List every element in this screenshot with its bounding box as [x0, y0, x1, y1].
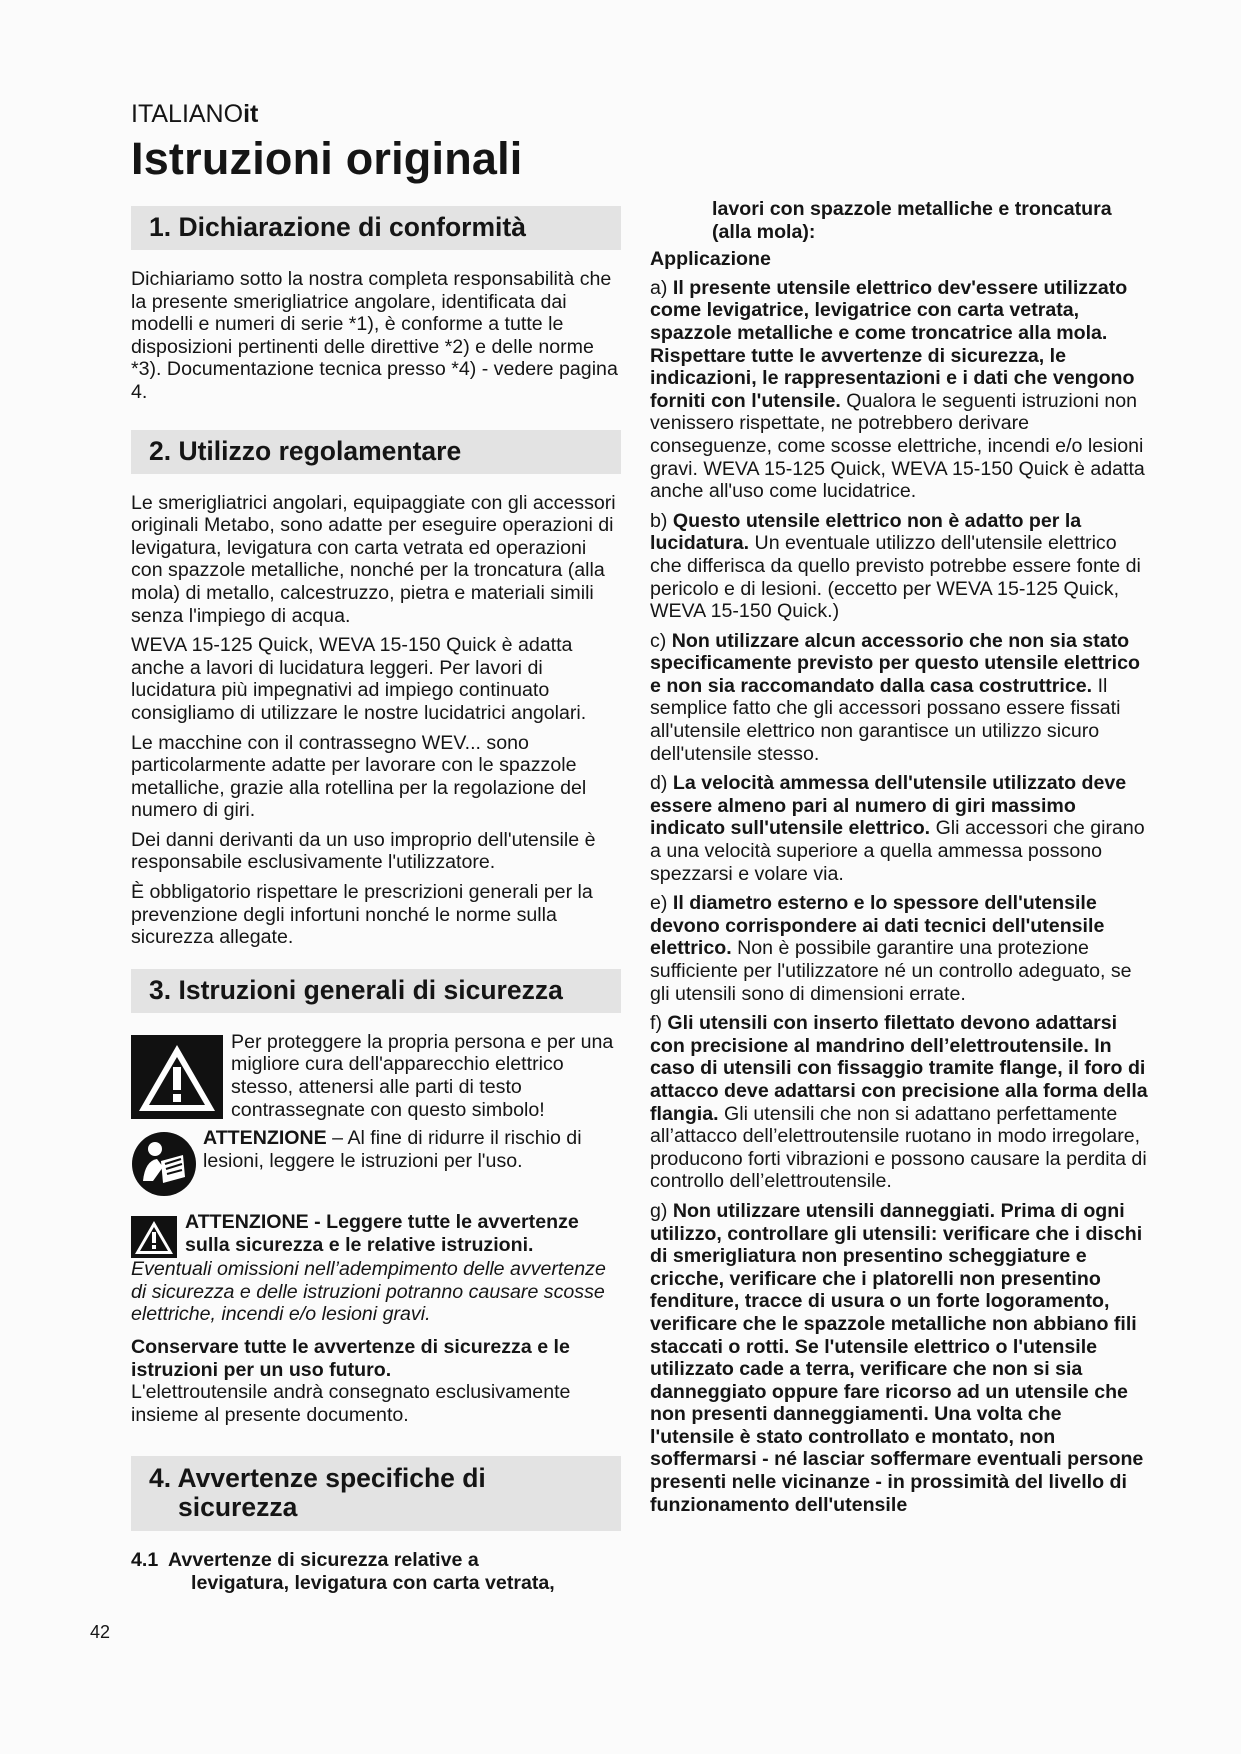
right-column [650, 198, 1148, 1523]
safety-item-text: Gli accessori che girano a una velocità superiore a quella ammessa possono spezzarsi e volare via. [650, 817, 1145, 885]
safety-item [650, 1200, 1148, 1516]
safety-item-letter: c) [650, 629, 667, 652]
safety-item [650, 630, 1148, 766]
subsection-number: 4.1 [131, 1549, 159, 1572]
section-2-paragraph-1: Le smerigliatrici angolari, equipaggiate con gli accessori originali Metabo, sono adatte per eseguire operazioni di levigatura, levigatura con carta vetrata ed operazioni con spazzole metalliche, nonché per la troncatura (alla mola) di metallo, calcestruzzo, pietra e materiali simili senza l'impiego di acqua. [131, 491, 616, 627]
page-title: Istruzioni originali [131, 133, 523, 184]
keep-instructions-text: L'elettroutensile andrà consegnato esclusivamente insieme al presente documento. [131, 1381, 571, 1426]
section-3-heading: 3. Istruzioni generali di sicurezza [131, 969, 621, 1013]
attention-warnings-bold: ATTENZIONE - Leggere tutte le avvertenze sulla sicurezza e le relative istruzioni. [185, 1211, 579, 1256]
safety-item-letter: b) [650, 509, 668, 532]
attention-text: – Al fine di ridurre il rischio di lesioni, leggere le istruzioni per l'uso. [203, 1127, 582, 1172]
safety-item-text: Qualora le seguenti istruzioni non venissero rispettate, ne potrebbero derivare conseguenze, come scosse elettriche, incendi e/o lesioni gravi. WEVA 15-125 Quick, WEVA 15-150 Quick è adatta anche all'uso come lucidatrice. [650, 389, 1145, 503]
safety-item-text: Non è possibile garantire una protezione sufficiente per l'utilizzatore né un controllo adeguato, se gli utensili sono di dimensioni errate. [650, 937, 1132, 1005]
read-manual-block [131, 1127, 621, 1197]
section-2-paragraph-3: Le macchine con il contrassegno WEV... sono particolarmente adatte per lavorare con le spazzole metalliche, grazie alla rotellina per la regolazione del numero di giri. [131, 731, 587, 822]
warning-symbol-text: Per proteggere la propria persona e per una migliore cura dell'apparecchio elettrico stesso, attenersi alle parti di testo contrassegnate con questo simbolo! [231, 1030, 614, 1121]
section-2-paragraph-2: WEVA 15-125 Quick, WEVA 15-150 Quick è adatta anche a lavori di lucidatura leggeri. Per lavori di lucidatura più impegnativi ad impiego continuato consigliamo di utilizzare le nostre lucidatrici angolari. [131, 634, 587, 724]
warning-triangle-small-icon [131, 1216, 177, 1258]
attention-warnings-block [131, 1211, 621, 1326]
safety-item [650, 277, 1148, 503]
safety-item-bold: Non utilizzare alcun accessorio che non sia stato specificamente previsto per questo utensile elettrico e non sia raccomandato dalla casa costruttrice. [650, 629, 1140, 697]
safety-item-text: Gli utensili che non si adattano perfettamente all’attacco dell’elettroutensile ruotano in modo irregolare, producono forti vibrazioni e possono causare la perdita di controllo dell’elettroutensile. [650, 1102, 1147, 1193]
safety-item [650, 772, 1148, 885]
section-4-heading-line-2: sicurezza [178, 1492, 298, 1523]
safety-item-bold: Questo utensile elettrico non è adatto per la lucidatura. [650, 509, 1082, 555]
page-number: 42 [90, 1622, 111, 1642]
applicazione-heading: Applicazione [650, 248, 771, 271]
subsection-4-1-heading [131, 1549, 621, 1594]
attention-label: ATTENZIONE [203, 1127, 327, 1150]
section-2-paragraph-5: È obbligatorio rispettare le prescrizioni generali per la prevenzione degli infortuni nonché le norme sulla sicurezza allegate. [131, 881, 593, 949]
safety-item-bold: Il presente utensile elettrico dev'essere utilizzato come levigatrice, levigatrice con carta vetrata, spazzole metalliche e come troncatrice alla mola. Rispettare tutte le avvertenze di sicurezza, le indicazioni, le rappresentazioni e i dati che vengono forniti con l'utensile. [650, 276, 1135, 412]
section-2-paragraph-4: Dei danni derivanti da un uso improprio dell'utensile è responsabile esclusivamente l'utilizzatore. [131, 828, 596, 874]
safety-items-list [650, 277, 1148, 1516]
warning-triangle-icon [131, 1035, 223, 1119]
section-2-heading: 2. Utilizzo regolamentare [131, 430, 621, 474]
section-1-paragraph: Dichiariamo sotto la nostra completa responsabilità che la presente smerigliatrice angolare, identificata dai modelli e numeri di serie *1), è conforme a tutte le disposizioni pertinenti delle direttive *2) e delle norme *3). Documentazione tecnica presso *4) - vedere pagina 4. [131, 268, 618, 403]
subsection-continuation: lavori con spazzole metalliche e troncatura (alla mola): [712, 198, 1112, 243]
safety-item-letter: f) [650, 1012, 662, 1035]
left-column [131, 206, 621, 1595]
safety-item-letter: e) [650, 892, 668, 915]
safety-item [650, 892, 1148, 1005]
language-label [131, 100, 258, 129]
section-4-heading-line-1: 4. Avvertenze specifiche di [149, 1463, 486, 1494]
safety-item-bold: Non utilizzare utensili danneggiati. Prima di ogni utilizzo, controllare gli utensili: verificare che i dischi di smerigliatura non presentino scheggiature e cricche, verificare che i platorelli non presentino fenditure, tracce di usura o un forte logoramento, verificare che le spazzole metalliche non abbiano fili staccati o rotti. Se l'utensile elettrico o l'utensile utilizzato cade a terra, verificare che non si sia danneggiato oppure fare ricorso ad un utensile che non presenti danneggiamenti. Una volta che l'utensile è stato controllato e montato, non soffermarsi - né lasciar soffermare eventuali persone presenti nelle vicinanze - in prossimità del livello di funzionamento dell'utensile [650, 1199, 1144, 1516]
read-manual-icon [131, 1131, 197, 1197]
subsection-line-1: Avvertenze di sicurezza relative a [168, 1549, 479, 1572]
safety-item-bold: La velocità ammessa dell'utensile utilizzato deve essere almeno pari al numero di giri massimo indicato sull'utensile elettrico. [650, 772, 1127, 840]
attention-warnings-italic: Eventuali omissioni nell’adempimento delle avvertenze di sicurezza e delle istruzioni potranno causare scosse elettriche, incendi e/o lesioni gravi. [131, 1258, 606, 1326]
language-name: ITALIANO [131, 100, 244, 128]
safety-item [650, 1012, 1148, 1193]
subsection-line-2: levigatura, levigatura con carta vetrata, [191, 1571, 555, 1594]
keep-instructions-bold: Conservare tutte le avvertenze di sicurezza e le istruzioni per un uso futuro. [131, 1336, 570, 1381]
safety-item-text: Il semplice fatto che gli accessori possano essere fissati all'utensile elettrico non garantisce un utilizzo sicuro dell'utensile stesso. [650, 674, 1121, 765]
safety-item-letter: d) [650, 772, 668, 795]
section-1-heading: 1. Dichiarazione di conformità [131, 206, 621, 250]
safety-item-letter: g) [650, 1199, 668, 1222]
language-code: it [243, 100, 259, 128]
safety-item-letter: a) [650, 276, 668, 299]
section-4-heading [131, 1456, 621, 1531]
safety-item-bold: Gli utensili con inserto filettato devono adattarsi con precisione al mandrino dell’elettroutensile. In caso di utensili con fissaggio tramite flange, il foro di attacco deve adattarsi con precisione alla forma della flangia. [650, 1012, 1148, 1125]
warning-symbol-block [131, 1031, 621, 1121]
safety-item-bold: Il diametro esterno e lo spessore dell'utensile devono corrispondere ai dati tecnici dell'utensile elettrico. [650, 892, 1105, 960]
safety-item-text: Un eventuale utilizzo dell'utensile elettrico che differisca da quello previsto potrebbe essere fonte di pericolo e di lesioni. (eccetto per WEVA 15-125 Quick, WEVA 15-150 Quick.) [650, 532, 1141, 623]
safety-item [650, 510, 1148, 623]
